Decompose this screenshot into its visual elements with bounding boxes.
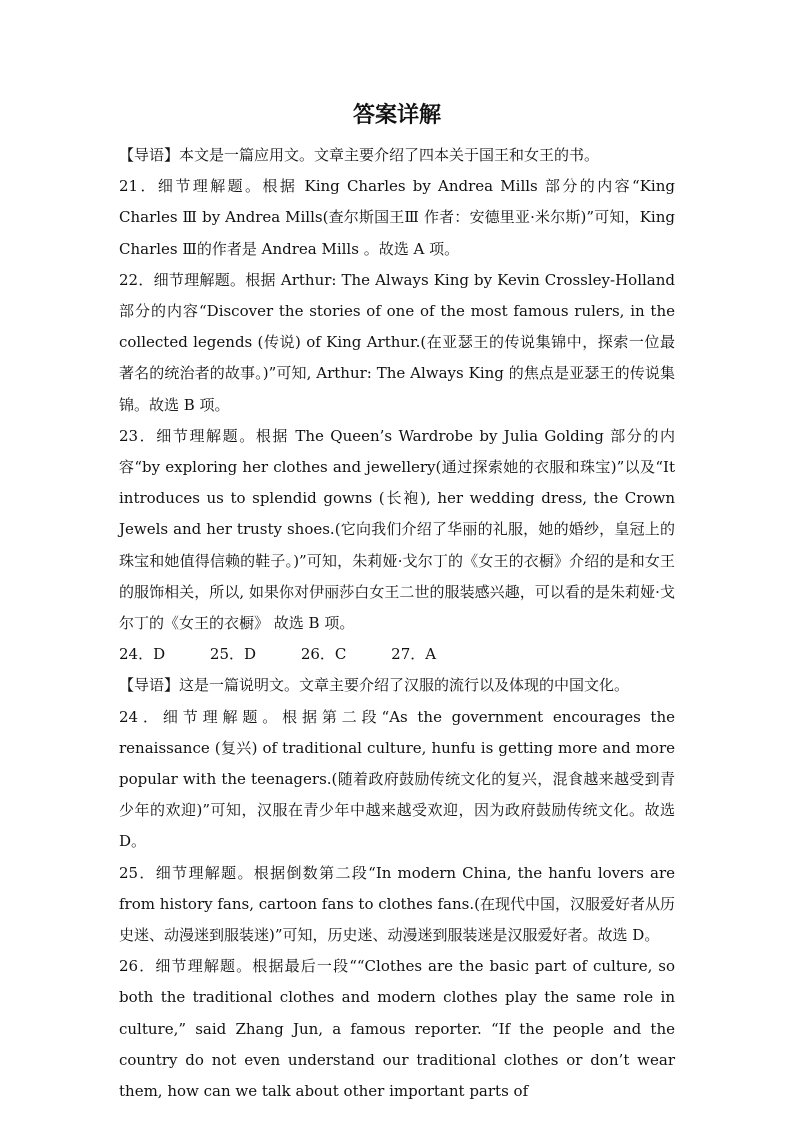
answer-explanation-24: 24．细节理解题。根据第二段“As the government encourages the renaissance (复兴) of traditional culture, hunfu is getting more and more popular with the teenagers.(随着政府鼓励传统文化的复兴，混食越来越受到青少年的欢迎)”可知，汉服在青少年中越来越受欢迎，因为政府鼓励传统文化。故选 D。 [119, 707, 675, 851]
answer-key-24: 24．D [119, 645, 166, 664]
answer-explanation-25: 25．细节理解题。根据倒数第二段“In modern China, the hanfu lovers are from history fans, cartoon fans to clothes fans.(在现代中国，汉服爱好者从历史迷、动漫迷到服装迷)”可知，历史迷、动漫迷到服装迷是汉服爱好者。故选 D。 [119, 863, 675, 945]
answer-explanation-21: 21．细节理解题。根据 King Charles by Andrea Mills 部分的内容“King Charles Ⅲ by Andrea Mills(查尔斯国王Ⅲ 作者：安德里亚·米尔斯)”可知，King Charles Ⅲ的作者是 Andrea Mills 。故选 A 项。 [119, 177, 675, 258]
section2-intro: 【导语】这是一篇说明文。文章主要介绍了汉服的流行以及体现的中国文化。 [119, 676, 630, 695]
page-title: 答案详解 [352, 103, 441, 128]
answer-key-25: 25．D [209, 645, 257, 664]
answer-explanation-26: 26．细节理解题。根据最后一段““Clothes are the basic part of culture, so both the traditional clothes and modern clothes play the same role in culture,” said Zhang Jun, a famous reporter. “If the people and the country do not even understand our traditional clothes or don’t wear them, how can we talk about other important parts of [119, 957, 675, 1101]
section1-intro: 【导语】本文是一篇应用文。文章主要介绍了四本关于国王和女王的书。 [119, 146, 600, 164]
answer-explanation-23: 23．细节理解题。根据 The Queen’s Wardrobe by Julia Golding 部分的内容“by exploring her clothes and jewellery(通过探索她的衣服和珠宝)”以及“It introduces us to splendid gowns (长袍), her wedding dress, the Crown Jewels and her trusty shoes.(它向我们介绍了华丽的礼服，她的婚纱，皇冠上的珠宝和她值得信赖的鞋子。)”可知，朱莉娅·戈尔丁的《女王的衣橱》介绍的是和女王的服饰相关，所以, 如果你对伊丽莎白女王二世的服装感兴趣，可以看的是朱莉娅·戈尔丁的《女王的衣橱》 故选 B 项。 [119, 426, 675, 633]
answer-key-row [119, 639, 675, 670]
answer-document [119, 96, 675, 1107]
answer-key-27: 27．A [391, 645, 437, 664]
answer-explanation-22: 22．细节理解题。根据 Arthur: The Always King by Kevin Crossley-Holland 部分的内容“Discover the stories of one of the most famous rulers, in the collected legends (传说) of King Arthur.(在亚瑟王的传说集锦中，探索一位最著名的统治者的故事。)”可知, Arthur: The Always King 的焦点是亚瑟王的传说集锦。故选 B 项。 [119, 270, 675, 414]
answer-key-26: 26．C [300, 645, 347, 664]
